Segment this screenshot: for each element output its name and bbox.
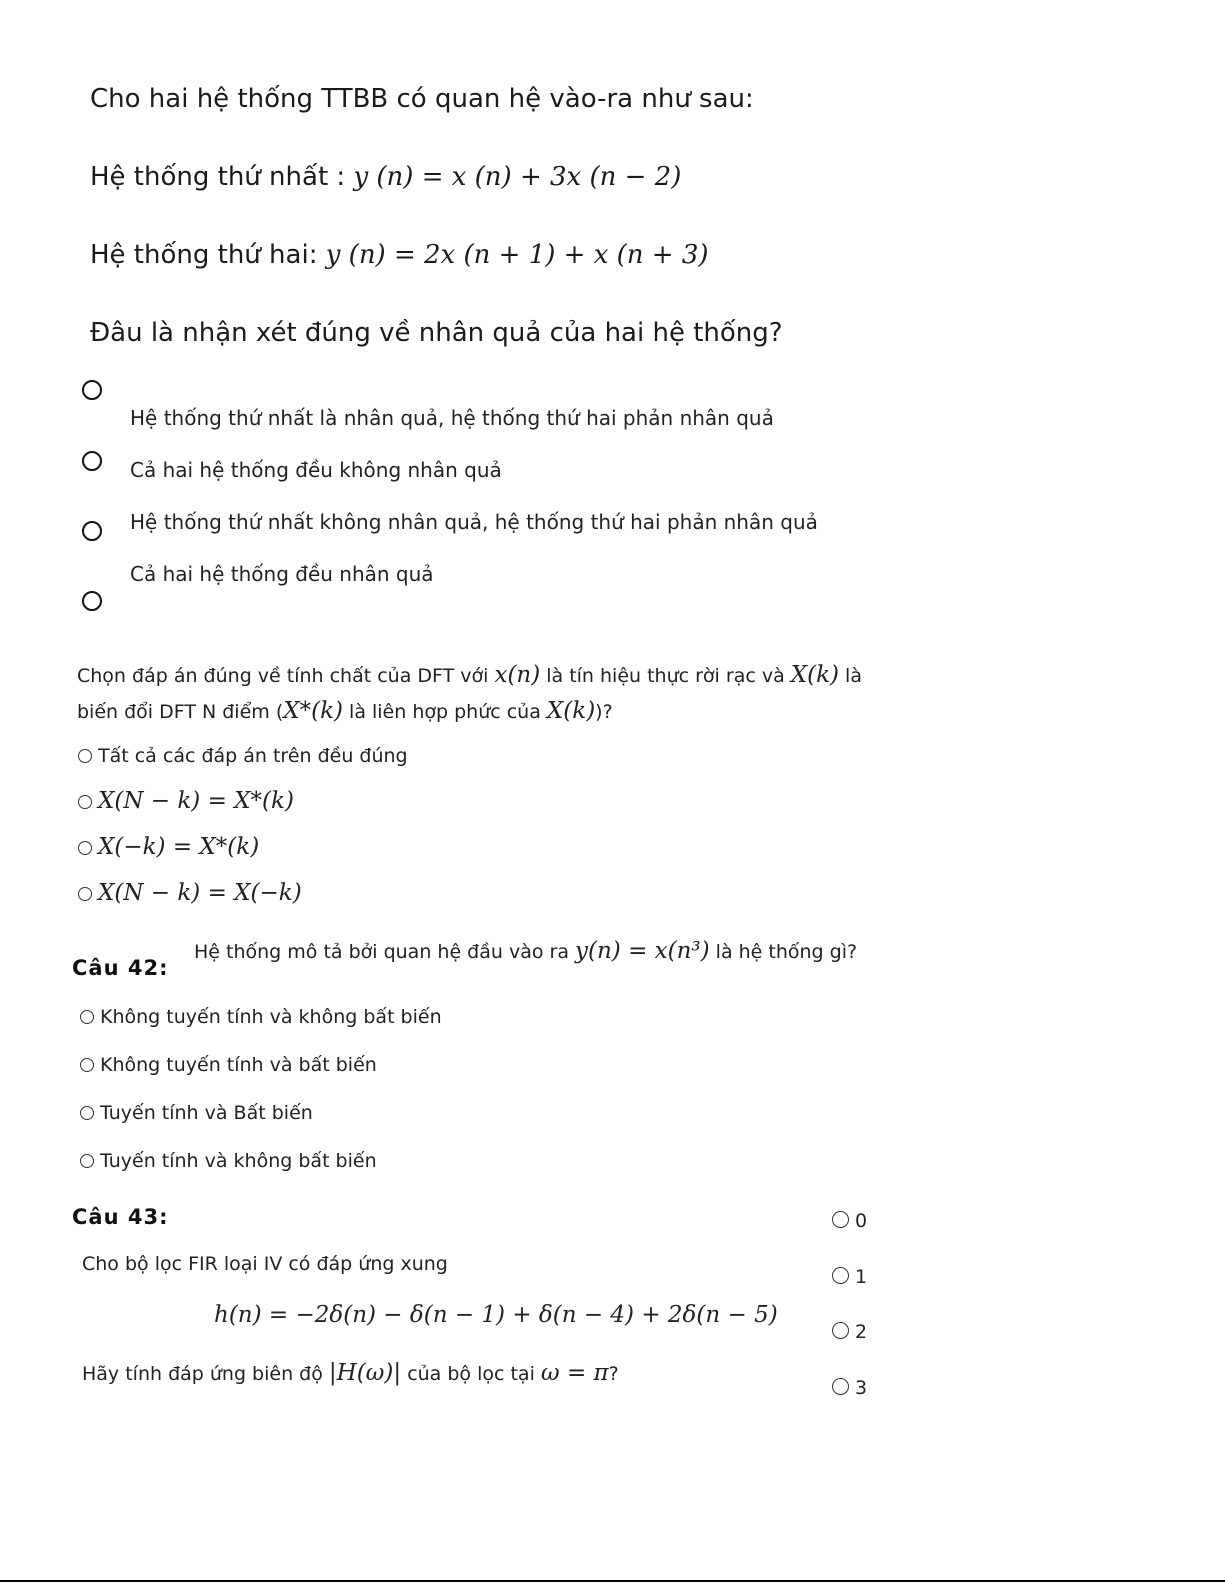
q2-math-Xk2: X(k): [546, 698, 596, 724]
q1-option-4-label[interactable]: Cả hai hệ thống đều nhân quả: [130, 562, 434, 586]
q2-math-xn: x(n): [494, 662, 541, 688]
q1-system1-label: Hệ thống thứ nhất :: [90, 162, 354, 192]
q1-option-3-radio[interactable]: [82, 521, 102, 541]
radio-circle-icon[interactable]: [832, 1267, 849, 1284]
q2-option-3-label: X(−k) = X*(k): [98, 834, 260, 860]
q2-text-part: là: [839, 665, 862, 687]
radio-circle-icon[interactable]: [832, 1211, 849, 1228]
q43-text-part: của bộ lọc tại: [401, 1363, 541, 1385]
q2-text-line1: [77, 662, 862, 688]
q2-text-part: là liên hợp phức của: [343, 701, 547, 723]
radio-circle-icon[interactable]: [80, 1058, 94, 1072]
q42-label: Câu 42:: [72, 956, 169, 980]
q43-math-Hw: |H(ω)|: [328, 1360, 402, 1386]
q2-option-2[interactable]: [78, 788, 294, 814]
q1-question: Đâu là nhận xét đúng về nhân quả của hai hệ thống?: [90, 318, 783, 348]
q43-label: Câu 43:: [72, 1205, 169, 1229]
q43-math-omega: ω = π: [540, 1360, 609, 1386]
q42-option-2[interactable]: [80, 1054, 377, 1076]
q2-option-4-label: X(N − k) = X(−k): [98, 880, 302, 906]
q2-option-4[interactable]: [78, 880, 302, 906]
q2-text-part: )?: [595, 701, 613, 723]
q1-option-3-label[interactable]: Hệ thống thứ nhất không nhân quả, hệ thống thứ hai phản nhân quả: [130, 510, 818, 534]
radio-circle-icon[interactable]: [80, 1106, 94, 1120]
q43-equation: h(n) = −2δ(n) − δ(n − 1) + δ(n − 4) + 2δ(n − 5): [214, 1302, 778, 1328]
q43-option-2-label: 2: [855, 1321, 868, 1343]
radio-circle-icon[interactable]: [832, 1378, 849, 1395]
q1-option-4-radio[interactable]: [82, 591, 102, 611]
q1-option-2-label[interactable]: Cả hai hệ thống đều không nhân quả: [130, 458, 502, 482]
q43-text-line1: Cho bộ lọc FIR loại IV có đáp ứng xung: [82, 1253, 448, 1275]
q42-option-4[interactable]: [80, 1150, 377, 1172]
q2-option-1-label: Tất cả các đáp án trên đều đúng: [98, 745, 408, 767]
radio-circle-icon[interactable]: [78, 749, 92, 763]
q42-option-3[interactable]: [80, 1102, 313, 1124]
q1-option-2-radio[interactable]: [82, 451, 102, 471]
q2-math-Xk: X(k): [790, 662, 840, 688]
q42-option-1[interactable]: [80, 1006, 442, 1028]
radio-circle-icon[interactable]: [78, 795, 92, 809]
q42-option-2-label: Không tuyến tính và bất biến: [100, 1054, 377, 1076]
q43-text-part: Hãy tính đáp ứng biên độ: [82, 1363, 329, 1385]
q42-text-part: là hệ thống gì?: [709, 941, 858, 963]
q1-intro: Cho hai hệ thống TTBB có quan hệ vào-ra như sau:: [90, 84, 754, 114]
q1-system2: [90, 240, 709, 270]
radio-circle-icon[interactable]: [832, 1322, 849, 1339]
q1-system2-label: Hệ thống thứ hai:: [90, 240, 326, 270]
q1-system2-equation: y (n) = 2x (n + 1) + x (n + 3): [325, 240, 709, 270]
q43-option-1[interactable]: [832, 1266, 867, 1288]
q43-option-3-label: 3: [855, 1377, 868, 1399]
q1-option-1-label[interactable]: Hệ thống thứ nhất là nhân quả, hệ thống thứ hai phản nhân quả: [130, 406, 774, 430]
q2-option-2-label: X(N − k) = X*(k): [98, 788, 294, 814]
q2-text-part: Chọn đáp án đúng về tính chất của DFT với: [77, 665, 495, 687]
q1-system1: [90, 162, 681, 192]
q43-option-0[interactable]: [832, 1210, 867, 1232]
q42-option-4-label: Tuyến tính và không bất biến: [100, 1150, 377, 1172]
q42-text: [194, 938, 857, 964]
q42-option-3-label: Tuyến tính và Bất biến: [100, 1102, 313, 1124]
q2-math-Xconj: X*(k): [283, 698, 343, 724]
q2-text-part: biến đổi DFT N điểm (: [77, 701, 284, 723]
radio-circle-icon[interactable]: [80, 1154, 94, 1168]
q43-option-1-label: 1: [855, 1266, 868, 1288]
q42-equation: y(n) = x(n³): [575, 938, 710, 964]
q1-system1-equation: y (n) = x (n) + 3x (n − 2): [353, 162, 682, 192]
q43-option-2[interactable]: [832, 1321, 867, 1343]
q42-text-part: Hệ thống mô tả bởi quan hệ đầu vào ra: [194, 941, 576, 963]
q2-option-1[interactable]: [78, 745, 408, 767]
q42-option-1-label: Không tuyến tính và không bất biến: [100, 1006, 442, 1028]
q1-option-1-radio[interactable]: [82, 380, 102, 400]
radio-circle-icon[interactable]: [78, 887, 92, 901]
q43-option-0-label: 0: [855, 1210, 868, 1232]
q43-text-line3: [82, 1360, 619, 1386]
radio-circle-icon[interactable]: [80, 1010, 94, 1024]
q2-text-part: là tín hiệu thực rời rạc và: [540, 665, 791, 687]
q2-text-line2: [77, 698, 613, 724]
q43-text-part: ?: [608, 1363, 619, 1385]
radio-circle-icon[interactable]: [78, 841, 92, 855]
q43-option-3[interactable]: [832, 1377, 867, 1399]
page-bottom-divider: [0, 1580, 1225, 1582]
q2-option-3[interactable]: [78, 834, 259, 860]
